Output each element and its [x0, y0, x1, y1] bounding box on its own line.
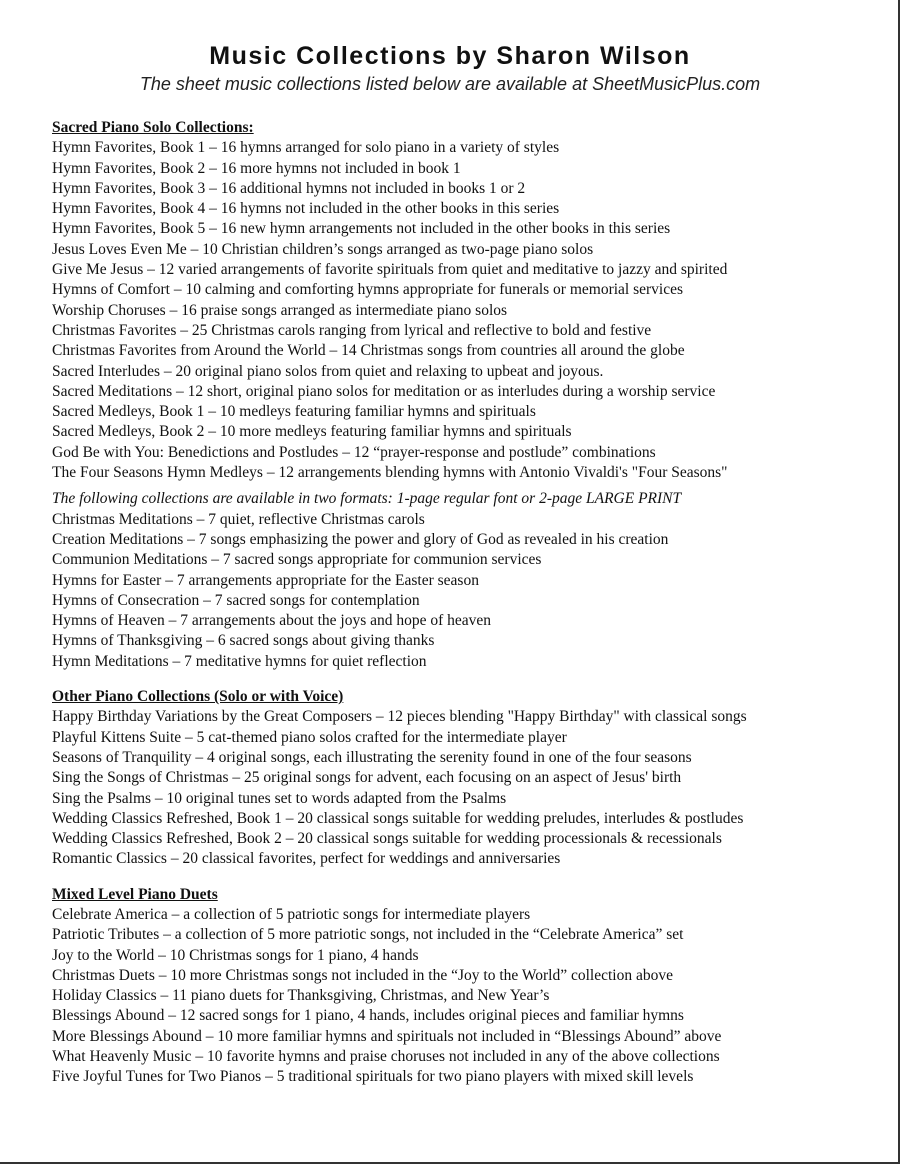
- page-subtitle: The sheet music collections listed below are available at SheetMusicPlus.com: [139, 74, 761, 94]
- list-item: Sacred Meditations – 12 short, original piano solos for meditation or as interludes during a worship service: [52, 382, 716, 400]
- list-item: Communion Meditations – 7 sacred songs appropriate for communion services: [52, 551, 542, 569]
- list-item: Playful Kittens Suite – 5 cat-themed piano solos crafted for the intermediate player: [52, 728, 567, 746]
- list-item: Hymn Favorites, Book 1 – 16 hymns arranged for solo piano in a variety of styles: [52, 139, 560, 157]
- list-item: Jesus Loves Even Me – 10 Christian children’s songs arranged as two-page piano solos: [52, 240, 594, 258]
- list-item: Hymns of Consecration – 7 sacred songs for contemplation: [52, 591, 420, 609]
- page-title: Music Collections by Sharon Wilson: [209, 42, 691, 70]
- list-item: Hymn Favorites, Book 4 – 16 hymns not included in the other books in this series: [52, 200, 560, 218]
- collection-list-large-print: [52, 510, 892, 672]
- list-item: Hymns of Comfort – 10 calming and comforting hymns appropriate for funerals or memorial services: [52, 281, 684, 299]
- list-item: Hymn Favorites, Book 3 – 16 additional hymns not included in books 1 or 2: [52, 179, 526, 197]
- section-piano-duets: [52, 885, 892, 1088]
- list-item: Hymn Favorites, Book 2 – 16 more hymns not included in book 1: [52, 159, 461, 177]
- collection-list: [52, 707, 892, 869]
- list-item: More Blessings Abound – 10 more familiar hymns and spirituals not included in “Blessings Abound” above: [52, 1027, 722, 1045]
- list-item: Five Joyful Tunes for Two Pianos – 5 traditional spirituals for two piano players with mixed skill levels: [52, 1068, 694, 1086]
- list-item: Romantic Classics – 20 classical favorites, perfect for weddings and anniversaries: [52, 850, 561, 868]
- section-sacred-piano-solo: [52, 118, 892, 672]
- list-item: The Four Seasons Hymn Medleys – 12 arrangements blending hymns with Antonio Vivaldi's "Four Seasons": [52, 464, 728, 482]
- collection-list: [52, 905, 892, 1088]
- section-other-piano: [52, 687, 892, 870]
- list-item: Give Me Jesus – 12 varied arrangements of favorite spirituals from quiet and meditative to jazzy and spirited: [52, 261, 728, 279]
- list-item: Happy Birthday Variations by the Great Composers – 12 pieces blending "Happy Birthday" with classical songs: [52, 708, 747, 726]
- list-item: Holiday Classics – 11 piano duets for Thanksgiving, Christmas, and New Year’s: [52, 987, 550, 1005]
- list-item: Joy to the World – 10 Christmas songs for 1 piano, 4 hands: [52, 946, 419, 964]
- section-heading: Other Piano Collections (Solo or with Voice): [52, 688, 344, 706]
- section-heading: Sacred Piano Solo Collections:: [52, 119, 254, 136]
- list-item: Sing the Psalms – 10 original tunes set to words adapted from the Psalms: [52, 789, 507, 807]
- list-item: Patriotic Tributes – a collection of 5 more patriotic songs, not included in the “Celebrate America” set: [52, 926, 684, 944]
- format-note: The following collections are available in two formats: 1-page regular font or 2-page LARGE PRINT: [52, 490, 682, 508]
- list-item: Christmas Duets – 10 more Christmas songs not included in the “Joy to the World” collection above: [52, 966, 673, 984]
- list-item: Seasons of Tranquility – 4 original songs, each illustrating the serenity found in one of the four seasons: [52, 748, 692, 766]
- list-item: God Be with You: Benedictions and Postludes – 12 “prayer-response and postlude” combinations: [52, 443, 656, 461]
- list-item: Wedding Classics Refreshed, Book 1 – 20 classical songs suitable for wedding preludes, interludes & postludes: [52, 809, 744, 827]
- list-item: Hymn Favorites, Book 5 – 16 new hymn arrangements not included in the other books in this series: [52, 220, 671, 238]
- list-item: Sing the Songs of Christmas – 25 original songs for advent, each focusing on an aspect of Jesus' birth: [52, 769, 682, 787]
- list-item: Celebrate America – a collection of 5 patriotic songs for intermediate players: [52, 905, 531, 923]
- collection-list: [52, 138, 892, 483]
- list-item: Worship Choruses – 16 praise songs arranged as intermediate piano solos: [52, 301, 508, 319]
- list-item: Christmas Meditations – 7 quiet, reflective Christmas carols: [52, 510, 425, 528]
- list-item: Hymn Meditations – 7 meditative hymns for quiet reflection: [52, 652, 427, 670]
- list-item: Creation Meditations – 7 songs emphasizing the power and glory of God as revealed in his creation: [52, 530, 669, 548]
- list-item: Hymns of Thanksgiving – 6 sacred songs about giving thanks: [52, 632, 435, 650]
- document-content: [52, 118, 892, 1103]
- section-heading: Mixed Level Piano Duets: [52, 885, 218, 903]
- list-item: Blessings Abound – 12 sacred songs for 1 piano, 4 hands, includes original pieces and familiar hymns: [52, 1007, 684, 1025]
- list-item: Wedding Classics Refreshed, Book 2 – 20 classical songs suitable for wedding processionals & recessionals: [52, 830, 722, 848]
- list-item: What Heavenly Music – 10 favorite hymns and praise choruses not included in any of the above collections: [52, 1048, 720, 1066]
- list-item: Hymns for Easter – 7 arrangements appropriate for the Easter season: [52, 571, 479, 589]
- list-item: Christmas Favorites – 25 Christmas carols ranging from lyrical and reflective to bold and festive: [52, 321, 652, 339]
- list-item: Christmas Favorites from Around the World – 14 Christmas songs from countries all around the globe: [52, 342, 685, 360]
- list-item: Hymns of Heaven – 7 arrangements about the joys and hope of heaven: [52, 612, 492, 630]
- list-item: Sacred Interludes – 20 original piano solos from quiet and relaxing to upbeat and joyous.: [52, 362, 604, 380]
- list-item: Sacred Medleys, Book 1 – 10 medleys featuring familiar hymns and spirituals: [52, 403, 536, 421]
- list-item: Sacred Medleys, Book 2 – 10 more medleys featuring familiar hymns and spirituals: [52, 423, 572, 441]
